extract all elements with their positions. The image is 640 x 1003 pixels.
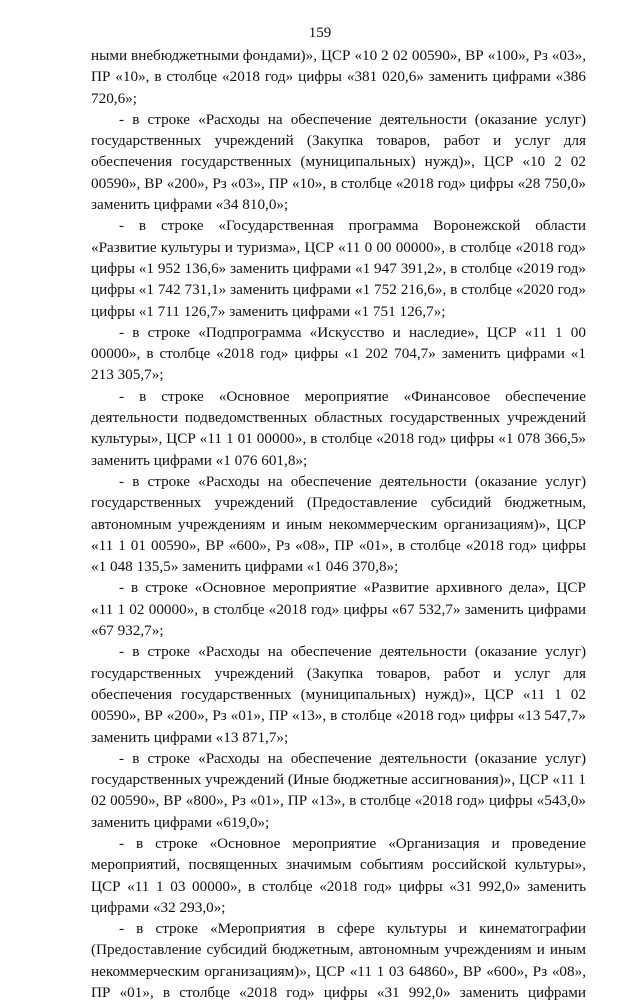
paragraph: - в строке «Расходы на обеспечение деятельности (оказание услуг) государственных учреждений (Закупка товаров, работ и услуг для обеспечения государственных (муниципальных) нужд)», ЦСР «10 2 02 00590», ВР «200», Рз «03», ПР «10», в столбце «2018 год» цифры «28 750,0» заменить цифрами «34 810,0»; [91, 110, 586, 214]
paragraph: ными внебюджетными фондами)», ЦСР «10 2 02 00590», ВР «100», Рз «03», ПР «10», в столбце «2018 год» цифры «381 020,6» заменить цифрами «386 720,6»; [91, 47, 586, 107]
paragraph: - в строке «Государственная программа Воронежской области «Развитие культуры и туризма», ЦСР «11 0 00 00000», в столбце «2018 год» цифры «1 952 136,6» заменить цифрами «1 947 391,2», в столбце «2019 год» цифры «1 742 731,1» заменить цифрами «1 752 216,6», в столбце «2020 год» цифры «1 711 126,7» заменить цифрами «1 751 126,7»; [91, 217, 586, 320]
page-number: 159 [308, 25, 332, 41]
paragraph: - в строке «Расходы на обеспечение деятельности (оказание услуг) государственных учреждений (Предоставление субсидий бюджетным, автономным учреждениям и иным некоммерческим организациям)», ЦСР «11 1 01 00590», ВР «600», Рз «08», ПР «01», в столбце «2018 год» цифры «1 048 135,5» заменить цифрами «1 046 370,8»; [91, 472, 586, 576]
paragraph: - в строке «Мероприятия в сфере культуры и кинематографии (Предоставление субсидий бюджетным, автономным учреждениям и иным некоммерческим организациям)», ЦСР «11 1 03 64860», ВР «600», Рз «08», ПР «01», в столбце «2018 год» цифры «31 992,0» заменить цифрами [91, 920, 586, 1002]
paragraph: - в строке «Расходы на обеспечение деятельности (оказание услуг) государственных учреждений (Иные бюджетные ассигнования)», ЦСР «11 1 02 00590», ВР «800», Рз «01», ПР «13», в столбце «2018 год» цифры «543,0» заменить цифрами «619,0»; [91, 749, 586, 831]
paragraph: - в строке «Основное мероприятие «Организация и проведение мероприятий, посвященных значимым событиям российской культуры», ЦСР «11 1 03 00000», в столбце «2018 год» цифры «31 992,0» заменить цифрами «32 293,0»; [91, 834, 586, 916]
paragraph: - в строке «Основное мероприятие «Развитие архивного дела», ЦСР «11 1 02 00000», в столбце «2018 год» цифры «67 532,7» заменить цифрами «67 932,7»; [91, 579, 586, 640]
paragraph: - в строке «Расходы на обеспечение деятельности (оказание услуг) государственных учреждений (Закупка товаров, работ и услуг для обеспечения государственных (муниципальных) нужд)», ЦСР «11 1 02 00590», ВР «200», Рз «01», ПР «13», в столбце «2018 год» цифры «13 547,7» заменить цифрами «13 871,7»; [91, 643, 586, 746]
body-text [91, 45, 586, 1003]
paragraph: - в строке «Подпрограмма «Искусство и наследие», ЦСР «11 1 00 00000», в столбце «2018 год» цифры «1 202 704,7» заменить цифрами «1 213 305,7»; [91, 323, 586, 384]
paragraph: - в строке «Основное мероприятие «Финансовое обеспечение деятельности подведомственных областных государственных учреждений культуры», ЦСР «11 1 01 00000», в столбце «2018 год» цифры «1 078 366,5» заменить цифрами «1 076 601,8»; [91, 387, 586, 469]
